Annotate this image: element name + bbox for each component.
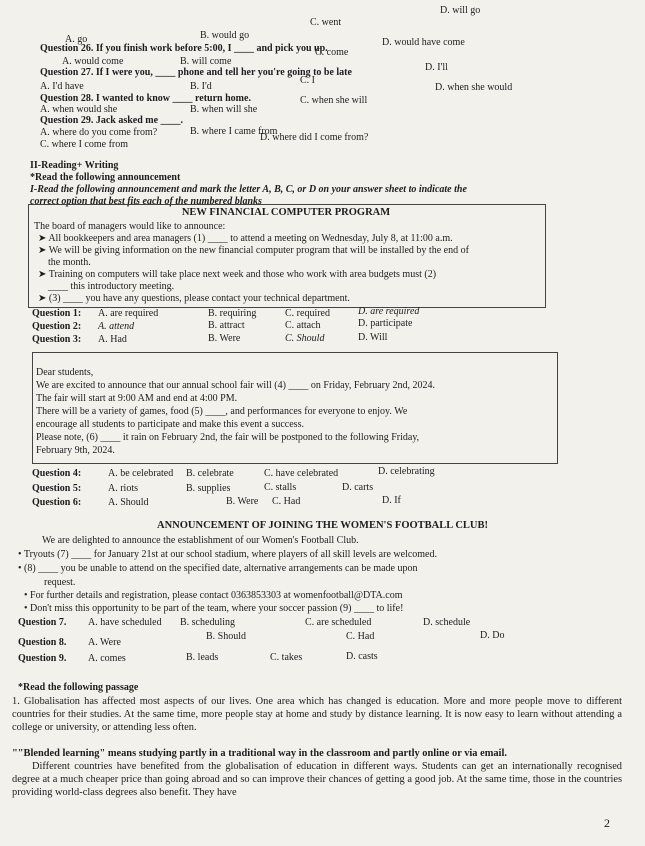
q28-option-d: D. when she would	[435, 82, 513, 93]
letter-line-3: There will be a variety of games, food (5) ____, and performances for everyone to enjoy. We	[36, 406, 408, 417]
question-8-label: Question 8.	[18, 637, 67, 648]
question-8-option-b: B. Should	[206, 631, 247, 642]
question-9-option-b: B. leads	[186, 652, 219, 663]
section-instruction-line1: I-Read the following announcement and mark the letter A, B, C, or D on your answer sheet to indicate the	[30, 184, 467, 195]
club-bullet-3: • For further details and registration, please contact 0363853303 at womenfootball@DTA.com	[24, 590, 403, 601]
q28-prompt: Question 28. I wanted to know ____ return home.	[40, 93, 251, 104]
question-6-option-b: B. Were	[226, 496, 259, 507]
passage-heading: *Read the following passage	[18, 682, 139, 693]
question-8-option-a: A. Were	[88, 637, 121, 648]
q27-option-c2: C. I	[300, 75, 315, 86]
question-4-option-c: C. have celebrated	[264, 468, 339, 479]
q28-option-a: A. when would she	[40, 104, 118, 115]
announcement-bullet-1: ➤ All bookkeepers and area managers (1) ____ to attend a meeting on Wednesday, July 8, at 11:00 a.m.	[38, 233, 453, 244]
letter-line-6: February 9th, 2024.	[36, 445, 115, 456]
q26-prompt: Question 26. If you finish work before 5:00, I ____ and pick you up.	[40, 43, 328, 54]
q27-option-a: A. would come	[62, 56, 124, 67]
question-5-option-b: B. supplies	[186, 483, 231, 494]
q29-option-c: C. where I come from	[40, 139, 129, 150]
page-number: 2	[604, 816, 610, 830]
question-9-label: Question 9.	[18, 653, 67, 664]
question-2-option-b: B. attract	[208, 320, 245, 331]
question-7-option-b: B. scheduling	[180, 617, 235, 628]
announcement-title: NEW FINANCIAL COMPUTER PROGRAM	[181, 207, 391, 218]
club-intro: We are delighted to announce the establishment of our Women's Football Club.	[42, 535, 359, 546]
question-9-option-d: D. casts	[346, 651, 378, 662]
question-6-label: Question 6:	[32, 497, 82, 508]
q29-option-b: B. where I came from	[190, 126, 278, 137]
question-2-option-c: C. attach	[285, 320, 321, 331]
club-bullet-4: • Don't miss this opportunity to be part of the team, where your soccer passion (9) ____ to life!	[24, 603, 404, 614]
question-1-option-a: A. are required	[98, 308, 159, 319]
announcement-bullet-3: ➤ Training on computers will take place next week and those who work with area budgets must (2)	[38, 269, 437, 280]
section-heading: II-Reading+ Writing	[30, 160, 119, 171]
q27-option-b2: B. I'd	[190, 81, 212, 92]
passage-paragraph-3: Different countries have benefited from the globalisation of education in different ways. Students can get an internationally recognised degree at a much cheaper price than going abroad and so can improve their chances of getting a good job. At the same time, those in the countries providing world-class degrees also benefit. They have	[12, 761, 622, 798]
question-9-option-c: C. takes	[270, 652, 303, 663]
question-5-option-a: A. riots	[108, 483, 138, 494]
club-announcement-title: ANNOUNCEMENT OF JOINING THE WOMEN'S FOOTBALL CLUB!	[157, 520, 488, 531]
question-4-option-b: B. celebrate	[186, 468, 234, 479]
club-bullet-1: • Tryouts (7) ____ for January 21st at our school stadium, where players of all skill levels are welcomed.	[18, 549, 437, 560]
q27-option-d: D. would have come	[382, 37, 465, 48]
question-5-option-c: C. stalls	[264, 482, 297, 493]
question-1-option-b: B. requiring	[208, 308, 257, 319]
announcement-bullet-3-cont: ____ this introductory meeting.	[48, 281, 175, 292]
question-4-option-d: D. celebrating	[378, 466, 435, 477]
q27-prompt: Question 27. If I were you, ____ phone and tell her you're going to be late	[40, 67, 352, 78]
question-7-label: Question 7.	[18, 617, 67, 628]
q26-option-b: B. would go	[200, 30, 250, 41]
question-1-option-c: C. required	[285, 308, 330, 319]
question-2-label: Question 2:	[32, 321, 82, 332]
question-6-option-c: C. Had	[272, 496, 301, 507]
q29-option-a: A. where do you come from?	[40, 127, 158, 138]
q29-prompt: Question 29. Jack asked me ____.	[40, 115, 184, 126]
q29-option-d: D. where did I come from?	[260, 132, 369, 143]
q26-option-d: D. will go	[440, 5, 481, 16]
announcement-bullet-4: ➤ (3) ____ you have any questions, please contact your technical department.	[38, 293, 350, 304]
question-5-option-d: D. carts	[342, 482, 374, 493]
question-9-option-a: A. comes	[88, 653, 126, 664]
letter-line-4: encourage all students to participate and make this event a success.	[36, 419, 304, 430]
q27-option-b: B. will come	[180, 56, 232, 67]
question-2-option-d: D. participate	[358, 318, 413, 329]
question-3-option-a: A. Had	[98, 334, 127, 345]
letter-line-2: The fair will start at 9:00 AM and end at 4:00 PM.	[36, 393, 238, 404]
question-4-label: Question 4:	[32, 468, 82, 479]
q28-option-c: C. when she will	[300, 95, 368, 106]
question-3-option-d: D. Will	[358, 332, 388, 343]
question-5-label: Question 5:	[32, 483, 82, 494]
question-3-option-c: C. Should	[285, 333, 325, 344]
letter-line-1: We are excited to announce that our annual school fair will (4) ____ on Friday, February 2nd, 2024.	[36, 380, 435, 391]
q27-option-d2: D. I'll	[425, 62, 448, 73]
announcement-intro: The board of managers would like to announce:	[34, 221, 226, 232]
question-2-option-a: A. attend	[98, 321, 135, 332]
question-4-option-a: A. be celebrated	[108, 468, 174, 479]
question-6-option-a: A. Should	[108, 497, 149, 508]
q27-option-a2: A. I'd have	[40, 81, 84, 92]
letter-greeting: Dear students,	[36, 367, 94, 378]
question-6-option-d: D. If	[382, 495, 401, 506]
question-3-option-b: B. Were	[208, 333, 241, 344]
question-7-option-d: D. schedule	[423, 617, 471, 628]
club-bullet-2: • (8) ____ you be unable to attend on the specified date, alternative arrangements can be made upon	[18, 563, 418, 574]
question-1-option-d: D. are required	[358, 306, 420, 317]
announcement-bullet-2: ➤ We will be giving information on the new financial computer program that will be installed by the end of	[38, 245, 469, 256]
letter-line-5: Please note, (6) ____ it rain on February 2nd, the fair will be postponed to the following Friday,	[36, 432, 420, 443]
announcement-bullet-2-cont: the month.	[48, 257, 91, 268]
club-bullet-2-cont: request.	[44, 577, 76, 588]
question-8-option-c: C. Had	[346, 631, 375, 642]
q26-option-a: A. go	[65, 34, 88, 45]
question-7-option-a: A. have scheduled	[88, 617, 162, 628]
question-1-label: Question 1:	[32, 308, 82, 319]
passage-paragraph-1: 1. Globalisation has affected most aspects of our lives. One area which has changed is education. More and more people move to different countries for their studies. At the same time, more people stay at home and study by distance learning. It is now easy to learn without attending a college or university, or attending less often.	[12, 696, 622, 733]
question-8-option-d: D. Do	[480, 630, 505, 641]
passage-paragraph-2: ""Blended learning" means studying partly in a traditional way in the classroom and partly online or via email.	[12, 748, 507, 759]
q28-option-b: B. when will she	[190, 104, 258, 115]
q26-option-c: C. went	[310, 17, 342, 28]
question-7-option-c: C. are scheduled	[305, 617, 372, 628]
section-subheading: *Read the following announcement	[30, 172, 181, 183]
question-3-label: Question 3:	[32, 334, 82, 345]
q27-option-c: C. come	[315, 47, 349, 58]
section-instruction-line2: correct option that best fits each of the numbered blanks	[30, 196, 262, 207]
